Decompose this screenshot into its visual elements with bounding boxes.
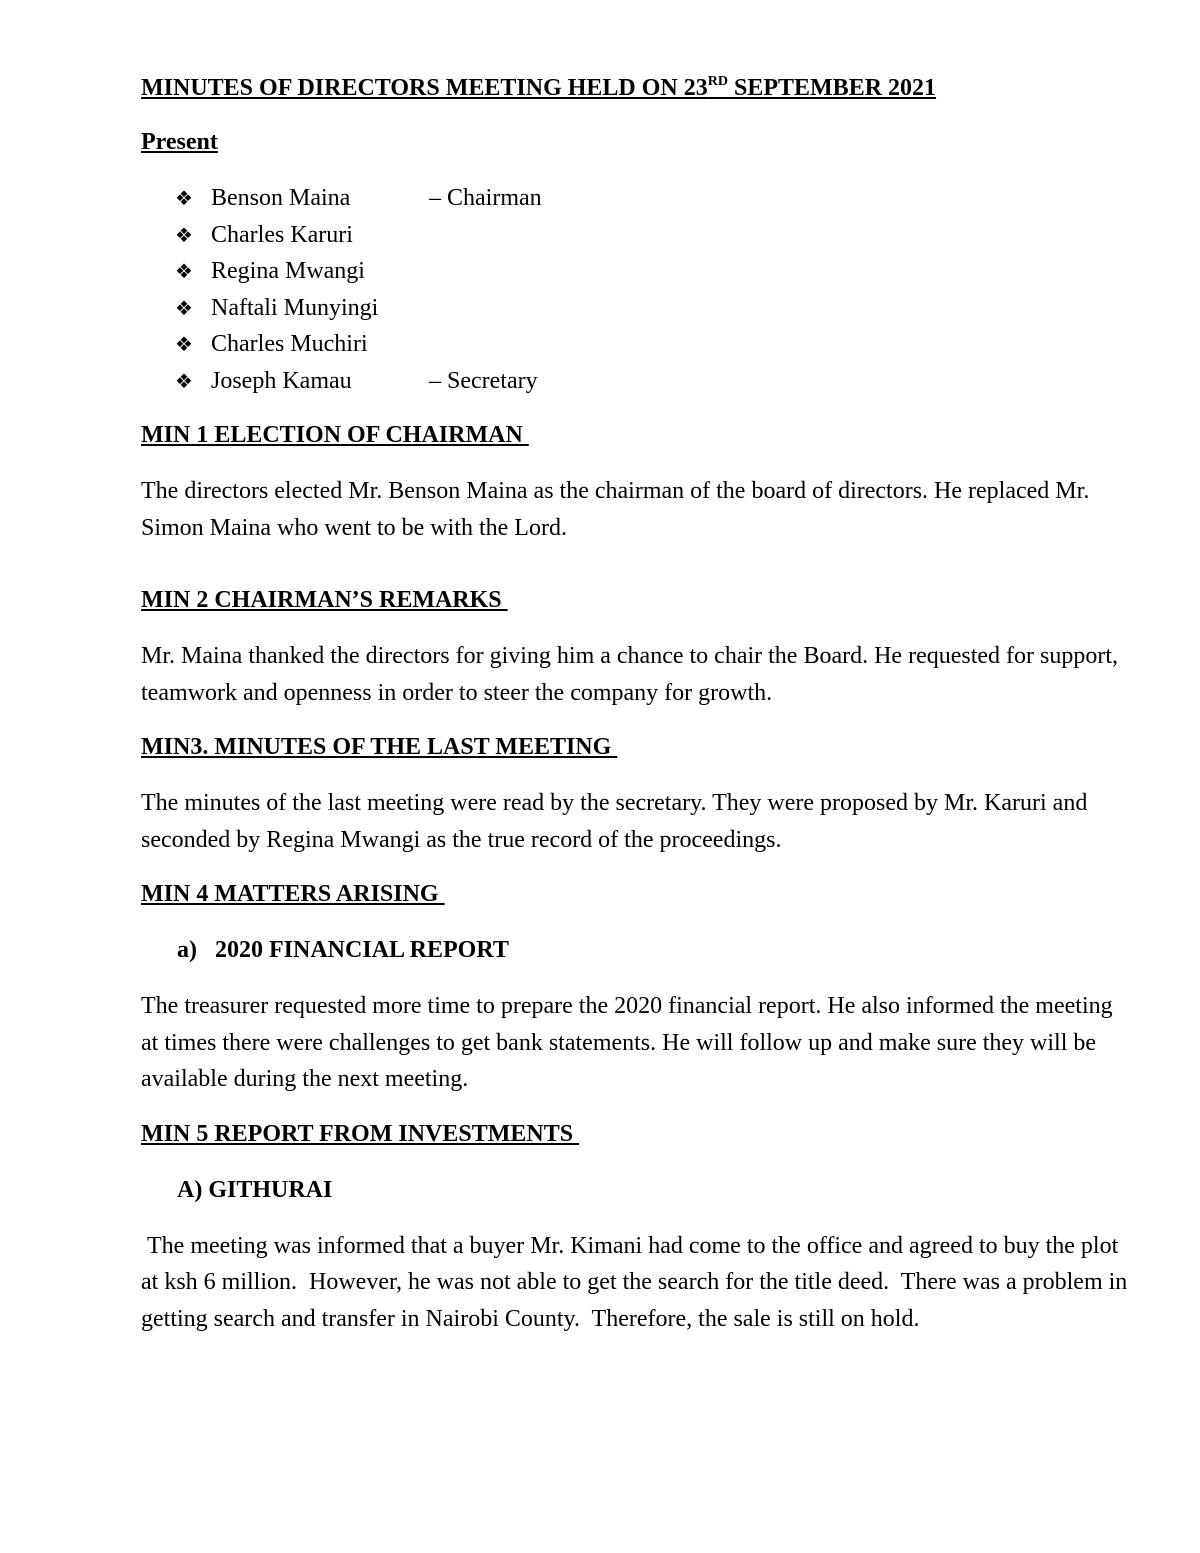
present-heading: Present xyxy=(141,129,218,155)
min1-body: The directors elected Mr. Benson Maina as the chairman of the board of directors. He replaced Mr. Simon Maina who went to be with the Lord. xyxy=(141,478,1090,541)
attendee-name: Naftali Munyingi xyxy=(211,294,379,321)
list-item xyxy=(175,180,1131,217)
attendee-role: – Secretary xyxy=(429,367,538,394)
diamond-bullet-icon: ❖ xyxy=(175,368,193,393)
diamond-bullet-icon: ❖ xyxy=(175,332,193,356)
attendee-name: Benson Maina xyxy=(211,185,351,211)
min3-heading: MIN3. MINUTES OF THE LAST MEETING xyxy=(141,734,618,760)
diamond-bullet-icon: ❖ xyxy=(175,259,193,283)
list-item xyxy=(175,290,1131,327)
min2-heading: MIN 2 CHAIRMAN’S REMARKS xyxy=(141,587,508,613)
list-item xyxy=(175,217,1131,254)
title-superscript: RD xyxy=(707,74,728,89)
min4-heading: MIN 4 MATTERS ARISING xyxy=(141,881,445,907)
min2-body: Mr. Maina thanked the directors for giving him a chance to chair the Board. He requested for support, teamwork and openness in order to steer the company for growth. xyxy=(141,643,1119,706)
attendee-name: Regina Mwangi xyxy=(211,258,365,284)
list-item xyxy=(175,253,1131,290)
attendee-name: Charles Muchiri xyxy=(211,331,368,357)
min4-subheading: a) 2020 FINANCIAL REPORT xyxy=(177,937,509,963)
min5-subheading: A) GITHURAI xyxy=(177,1176,333,1203)
diamond-bullet-icon: ❖ xyxy=(175,222,193,247)
attendee-list xyxy=(141,180,1131,399)
min5-heading: MIN 5 REPORT FROM INVESTMENTS xyxy=(141,1120,580,1147)
diamond-bullet-icon: ❖ xyxy=(175,295,193,320)
min5-body: The meeting was informed that a buyer Mr. Kimani had come to the office and agreed to buy the plot at ksh 6 million. However, he was not able to get the search for the title deed. There was a problem in getting search and transfer in Nairobi County. Therefore, the sale is still on hold. xyxy=(141,1232,1134,1332)
title-suffix: SEPTEMBER 2021 xyxy=(728,75,937,101)
title-text: MINUTES OF DIRECTORS MEETING HELD ON 23 xyxy=(141,75,708,101)
min1-heading: MIN 1 ELECTION OF CHAIRMAN xyxy=(141,422,529,448)
document-page xyxy=(141,70,1134,1337)
attendee-name: Joseph Kamau xyxy=(211,367,352,394)
diamond-bullet-icon: ❖ xyxy=(175,186,193,210)
min3-body: The minutes of the last meeting were read by the secretary. They were proposed by Mr. Karuri and seconded by Regina Mwangi as the true record of the proceedings. xyxy=(141,790,1088,853)
list-item xyxy=(175,326,1131,363)
attendee-role: – Chairman xyxy=(429,185,542,211)
min4-body: The treasurer requested more time to prepare the 2020 financial report. He also informed the meeting at times there were challenges to get bank statements. He will follow up and make sure they will be available during the next meeting. xyxy=(141,993,1113,1092)
list-item xyxy=(175,363,1131,400)
attendee-name: Charles Karuri xyxy=(211,221,353,248)
document-title xyxy=(141,70,1131,106)
